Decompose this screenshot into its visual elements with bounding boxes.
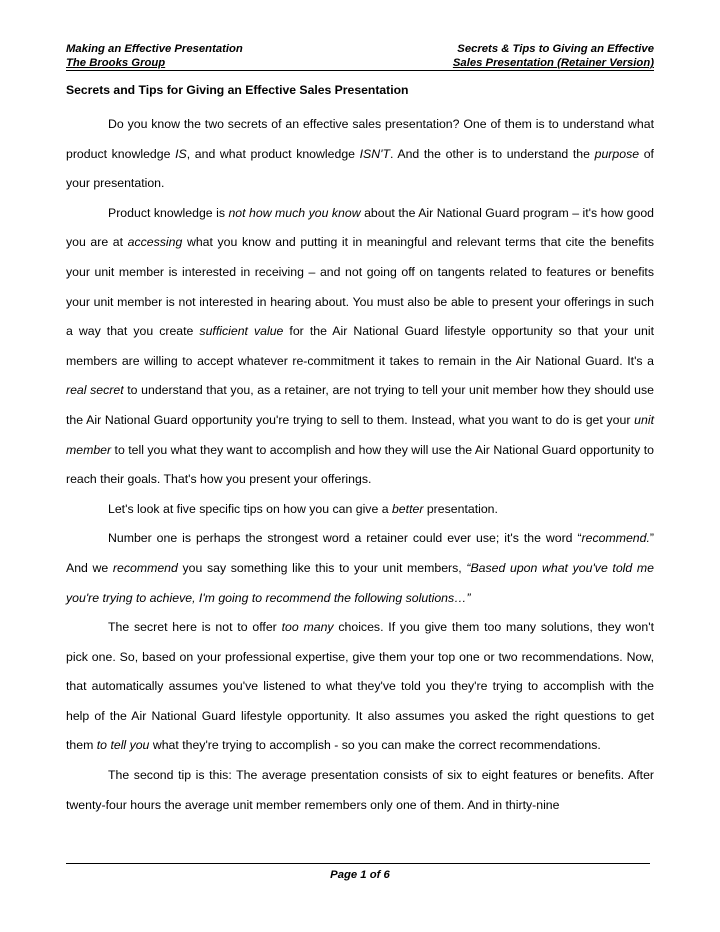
italic-run: recommend <box>112 560 178 575</box>
footer-rule <box>66 863 650 864</box>
italic-run: “Based upon what you've told me you're trying to achieve, I'm going to recommend the following solutions…” <box>66 560 654 605</box>
text-run: of your presentation. <box>66 146 654 191</box>
italic-run: unit member <box>66 412 654 457</box>
text-run: what they're trying to accomplish - so you can make the correct recommendations. <box>149 738 601 753</box>
page-number: Page 1 of 6 <box>330 869 390 881</box>
text-run: Product knowledge is <box>108 205 229 220</box>
italic-run: too many <box>281 620 334 635</box>
document-title: Secrets and Tips for Giving an Effective Sales Presentation <box>66 83 409 97</box>
text-run: The second tip is this: The average presentation consists of six to eight features or benefits. After twenty-four hours the average unit member remembers only one of them. And in thirty-nine <box>66 768 654 812</box>
italic-run: sufficient value <box>199 324 284 339</box>
paragraph-6 <box>66 761 654 820</box>
text-run: to understand that you, as a retainer, are not trying to tell your unit member how they should use the Air National Guard opportunity you're trying to sell to them. Instead, what you want to do is get your <box>66 383 654 427</box>
text-run: , and what product knowledge <box>186 146 360 161</box>
text-run: presentation. <box>423 501 498 516</box>
document-body <box>66 110 654 820</box>
text-run: Let's look at five specific tips on how you can give a <box>108 501 392 516</box>
italic-run: IS <box>175 146 187 161</box>
text-run: to tell you what they want to accomplish and how they will use the Air National Guard opportunity to reach their goals. That's how you present your offerings. <box>66 442 654 487</box>
header-version: Sales Presentation (Retainer Version) <box>452 57 654 69</box>
text-run: ” And we <box>66 531 654 575</box>
paragraph-5 <box>66 613 654 761</box>
text-run: choices. If you give them too many solutions, they won't pick one. So, based on your professional expertise, give them your top one or two recommendations. Now, that automatically assumes you've listened to what they've told you they're trying to accomplish with the help of the Air National Guard lifestyle opportunity. It also assumes you asked the right questions to get them <box>66 620 654 753</box>
italic-run: not how much you know <box>228 205 361 220</box>
italic-run: ISN'T <box>359 146 390 161</box>
text-run: for the Air National Guard lifestyle opportunity so that your unit members are willing to accept whatever re-commitment it takes to remain in the Air National Guard. It's a <box>66 324 654 368</box>
paragraph-4 <box>66 524 654 613</box>
text-run: Do you know the two secrets of an effective sales presentation? One of them is to understand what product knowledge <box>66 117 654 161</box>
italic-run: better <box>391 501 424 516</box>
paragraph-2 <box>66 199 654 495</box>
header-author: The Brooks Group <box>66 57 166 69</box>
header-rule <box>66 70 654 71</box>
italic-run: recommend. <box>581 531 650 546</box>
header-doc-title: Making an Effective Presentation <box>66 43 243 55</box>
text-run: you say something like this to your unit members, <box>177 560 467 575</box>
italic-run: purpose <box>594 146 640 161</box>
text-run: Number one is perhaps the strongest word a retainer could ever use; it's the word “ <box>108 531 582 546</box>
text-run: . And the other is to understand the <box>390 146 595 161</box>
page-header <box>66 42 654 70</box>
text-run: about the Air National Guard program – it's how good you are at <box>66 205 654 250</box>
text-run: what you know and putting it in meaningful and relevant terms that cite the benefits your unit member is interested in receiving – and not going off on tangents related to features or benefits your unit member is not interested in hearing about. You must also be able to present your offerings in such a way that you create <box>66 235 654 339</box>
paragraph-1 <box>66 110 654 199</box>
paragraph-3 <box>66 495 654 525</box>
header-section-title: Secrets & Tips to Giving an Effective <box>457 43 654 55</box>
italic-run: to tell you <box>96 738 150 753</box>
text-run: The secret here is not to offer <box>108 620 282 635</box>
italic-run: real secret <box>66 383 124 398</box>
italic-run: accessing <box>127 235 183 250</box>
